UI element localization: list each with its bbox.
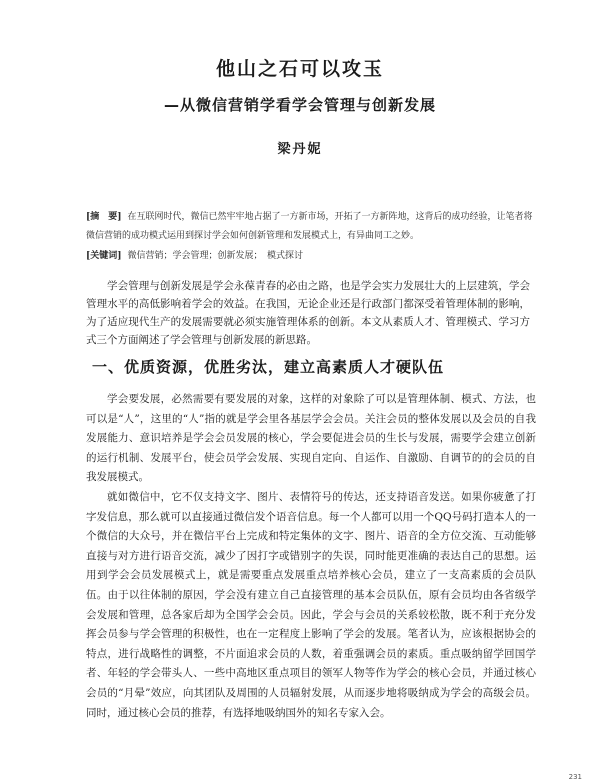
abstract-block (86, 208, 538, 266)
section-heading: 一、优质资源，优胜劣汰，建立高素质人才硬队伍 (92, 358, 445, 376)
abstract-text: 在互联网时代，微信已然牢牢地占据了一方新市场，开拓了一方新阵地，这背后的成功经验，让笔者将微信营销的成功模式运用到探讨学会如何创新管理和发展模式上，有异曲同工之妙。 (86, 212, 533, 241)
author-name: 梁丹妮 (277, 142, 323, 157)
body-paragraph: 就如微信中，它不仅支持文字、图片、表情符号的传达，还支持语音发送。如果你疲惫了打字发信息，那么就可以直接通过微信发个语音信息。每一个人都可以用一个QQ号码打造本人的一个微信的大众号，并在微信平台上完成和特定集体的文字、图片、语音的全方位交流、互动能够直接与对方进行语音交流，减少了因打字或错别字的失误，同时能更准确的表达自己的思想。运用到学会会员发展模式上，就是需要重点发展重点培养核心会员，建立了一支高素质的会员队伍。由于以往体制的原因，学会没有建立自己直接管理的基本会员队伍，原有会员均由各省级学会发展和管理，总各家后却为全国学会会员。因此，学会与会员的关系较松散，既不利于充分发挥会员参与学会管理的积极性，也在一定程度上影响了学会的发展。笔者认为，应该根据协会的特点，进行战略性的调整，不片面追求会员的人数，着重强调会员的素质。重点吸纳留学回国学者、年轻的学会带头人、一些中高地区重点项目的领军人物等作为学会的核心会员，并通过核心会员的“月晕”效应，向其团队及周围的人员辐射发展，从而逐步地将吸纳成为学会的高级会员。同时，通过核心会员的推荐，有选择地吸纳国外的知名专家入会。 (86, 491, 536, 719)
article-title: 他山之石可以攻玉 (215, 58, 384, 80)
body-paragraph: 学会要发展，必然需要有要发展的对象，这样的对象除了可以是管理体制、模式、方法，也可以是“人”，这里的“人”指的就是学会里各基层学会会员。关注会员的整体发展以及会员的自我发展能力、意识培养是学会会员发展的核心，学会要促进会员的生长与发展，需要学会建立创新的运行机制、发展平台，使会员学会发展、实现自定向、自运作、自激励、自调节的的会员的自我发展模式。 (86, 393, 536, 484)
article-subtitle: —从微信营销学看学会管理与创新发展 (163, 96, 436, 114)
abstract-label: [摘 要] (86, 212, 122, 222)
keywords-label: [关键词] (86, 251, 122, 261)
keywords-text: 微信营销；学会管理；创新发展； 模式探讨 (127, 251, 304, 261)
page-number: 231 (568, 773, 582, 781)
intro-paragraph: 学会管理与创新发展是学会永葆青春的必由之路，也是学会实力发展壮大的上层建筑，学会管理水平的高低影响着学会的效益。在我国，无论企业还是行政部门都深受着管理体制的影响，为了适应现代生产的发展需要就必须实施管理体系的创新。本文从素质人才、管理模式、学习方式三个方面阐述了学会管理与创新发展的新思路。 (86, 280, 530, 346)
abstract (86, 208, 538, 246)
keywords (86, 247, 538, 266)
